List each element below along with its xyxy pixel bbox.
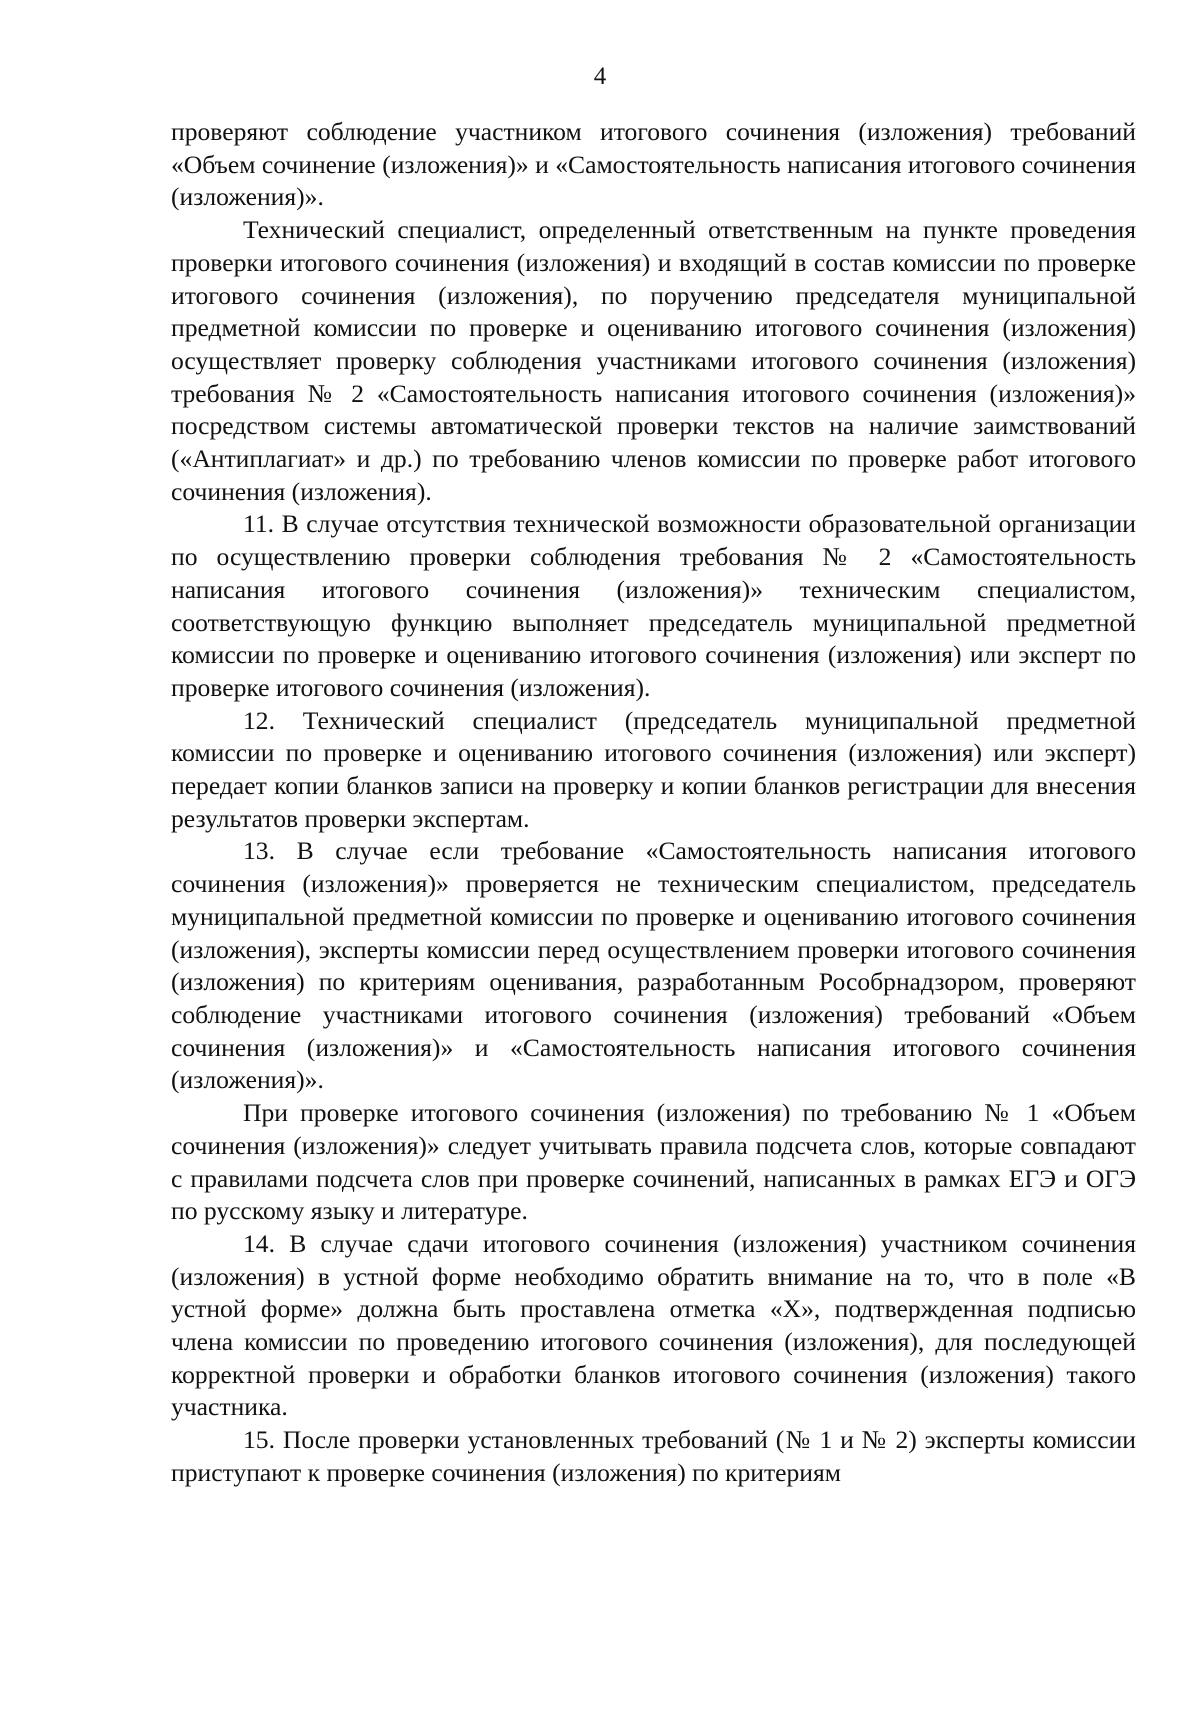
paragraph-requirement-1: При проверке итогового сочинения (изложения) по требованию № 1 «Объем сочинения (изложения)» следует учитывать правила подсчета слов, которые совпадают с правилами подсчета слов при проверке сочинений, написанных в рамках ЕГЭ и ОГЭ по русскому языку и литературе. [171, 1098, 1136, 1226]
paragraph-item-15: 15. После проверки установленных требований (№ 1 и № 2) эксперты комиссии приступают к проверке сочинения (изложения) по критериям [171, 1425, 1136, 1487]
paragraph-item-12: 12. Технический специалист (председатель муниципальной предметной комиссии по проверке и оцениванию итогового сочинения (изложения) или эксперт) передает копии бланков записи на проверку и копии бланков регистрации для внесения результатов проверки экспертам. [171, 705, 1136, 833]
paragraph-continuation: проверяют соблюдение участником итогового сочинения (изложения) требований «Объем сочинение (изложения)» и «Самостоятельность написания итогового сочинения (изложения)». [171, 117, 1136, 212]
paragraph-item-13: 13. В случае если требование «Самостоятельность написания итогового сочинения (изложения)» проверяется не техническим специалистом, председатель муниципальной предметной комиссии по проверке и оцениванию итогового сочинения (изложения), эксперты комиссии перед осуществлением проверки итогового сочинения (изложения) по критериям оценивания, разработанным Рособрнадзором, проверяют соблюдение участниками итогового сочинения (изложения) требований «Объем сочинения (изложения)» и «Самостоятельность написания итогового сочинения (изложения)». [171, 836, 1136, 1095]
paragraph-item-11: 11. В случае отсутствия технической возможности образовательной организации по осуществлению проверки соблюдения требования № 2 «Самостоятельность написания итогового сочинения (изложения)» техническим специалистом, соответствующую функцию выполняет председатель муниципальной предметной комиссии по проверке и оцениванию итогового сочинения (изложения) или эксперт по проверке итогового сочинения (изложения). [171, 509, 1136, 702]
paragraph-item-14: 14. В случае сдачи итогового сочинения (изложения) участником сочинения (изложения) в устной форме необходимо обратить внимание на то, что в поле «В устной форме» должна быть проставлена отметка «Х», подтвержденная подписью члена комиссии по проведению итогового сочинения (изложения), для последующей корректной проверки и обработки бланков итогового сочинения (изложения) такого участника. [171, 1228, 1136, 1422]
paragraph-technical-specialist: Технический специалист, определенный ответственным на пункте проведения проверки итогового сочинения (изложения) и входящий в состав комиссии по проверке итогового сочинения (изложения), по поручению председателя муниципальной предметной комиссии по проверке и оцениванию итогового сочинения (изложения) осуществляет проверку соблюдения участниками итогового сочинения (изложения) требования № 2 «Самостоятельность написания итогового сочинения (изложения)» посредством системы автоматической проверки текстов на наличие заимствований («Антиплагиат» и др.) по требованию членов комиссии по проверке работ итогового сочинения (изложения). [171, 215, 1136, 506]
page-number: 4 [593, 63, 607, 90]
document-body [171, 116, 1136, 1490]
